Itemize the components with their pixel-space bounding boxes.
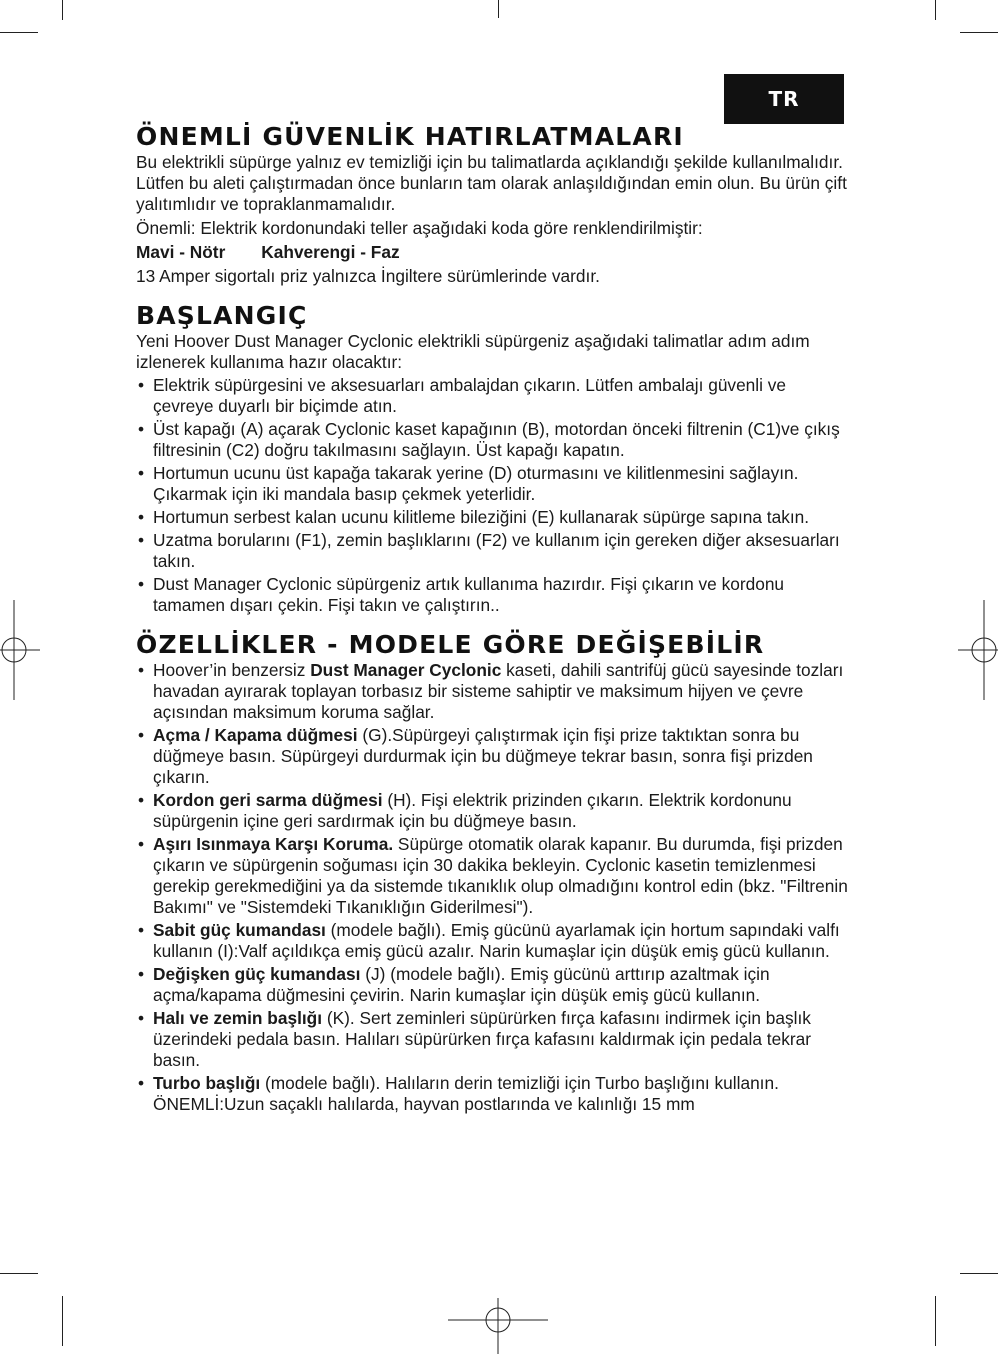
language-tab: TR	[724, 74, 844, 124]
registration-mark-left	[0, 600, 40, 700]
crop-mark-bottom-right-h	[960, 1273, 998, 1274]
feature-text: (modele bağlı). Emiş gücünü ayarlamak için hortum sapındaki valfı kullanın (I):Valf açıldıkça emiş gücü azalır. Narin kumaşlar için düşük emiş gücü kullanın.	[153, 920, 840, 961]
list-item	[136, 660, 848, 723]
crop-mark-top-left-h	[0, 32, 38, 33]
crop-mark-bottom-left-v	[62, 1296, 63, 1346]
features-section	[136, 630, 848, 1115]
list-item: • Üst kapağı (A) açarak Cyclonic kaset kapağının (B), motordan önceki filtrenin (C1)ve çıkış filtresinin (C2) doğru takılmasını sağlayın. Üst kapağı kapatın.	[136, 419, 848, 461]
crop-mark-bottom-right-v	[935, 1296, 936, 1346]
crop-mark-bottom-left-h	[0, 1273, 38, 1274]
start-intro: Yeni Hoover Dust Manager Cyclonic elektrikli süpürgeniz aşağıdaki talimatlar adım adım izlenerek kullanıma hazır olacaktır:	[136, 331, 810, 372]
feature-text: kaseti, dahili santrifüj gücü sayesinde tozları havadan ayırarak toplayan torbasız bir sisteme sahiptir ve maksimum hijyen ve çevre açısından maksimum koruma sağlar.	[153, 660, 844, 722]
feature-name: Dust Manager Cyclonic	[310, 660, 502, 680]
fuse-note: 13 Amper sigortalı priz yalnızca İngiltere sürümlerinde vardır.	[136, 266, 600, 286]
list-item	[136, 964, 848, 1006]
wire-brown: Kahverengi - Faz	[261, 242, 400, 262]
wire-blue: Mavi - Nötr	[136, 242, 226, 262]
feature-name: Halı ve zemin başlığı	[153, 1008, 323, 1028]
feature-name: Sabit güç kumandası	[153, 920, 326, 940]
wire-code	[136, 242, 848, 263]
list-item: • Uzatma borularını (F1), zemin başlıklarını (F2) ve kullanım için gereken diğer aksesuarları takın.	[136, 530, 848, 572]
crop-mark-top-right-h	[960, 32, 998, 33]
list-item	[136, 1008, 848, 1071]
safety-title: ÖNEMLİ GÜVENLİK HATIRLATMALARI	[136, 122, 684, 151]
list-item	[136, 725, 848, 788]
wire-note: Önemli: Elektrik kordonundaki teller aşağıdaki koda göre renklendirilmiştir:	[136, 218, 703, 238]
list-item: • Hortumun serbest kalan ucunu kilitleme bileziğini (E) kullanarak süpürge sapına takın.	[136, 507, 848, 528]
page-content	[136, 122, 848, 1117]
start-title: BAŞLANGIÇ	[136, 301, 308, 330]
feature-name: Değişken güç kumandası	[153, 964, 361, 984]
crop-mark-top-left-v	[62, 0, 63, 20]
feature-name: Kordon geri sarma düğmesi	[153, 790, 383, 810]
feature-text: (G).Süpürgeyi çalıştırmak için fişi prize taktıktan sonra bu düğmeye basın. Süpürgeyi durdurmak için bu düğmeye tekrar basın, sonra fişi prizden çıkarın.	[153, 725, 813, 787]
list-item: • Hortumun ucunu üst kapağa takarak yerine (D) oturmasını ve kilitlenmesini sağlayın. Çıkarmak için iki mandala basıp çekmek yeterlidir.	[136, 463, 848, 505]
registration-mark-bottom	[448, 1298, 548, 1354]
list-item	[136, 790, 848, 832]
feature-text: (J) (modele bağlı). Emiş gücünü arttırıp azaltmak için açma/kapama düğmesini çevirin. Narin kumaşlar için düşük emiş gücü kullanın.	[153, 964, 770, 1005]
list-item	[136, 1073, 848, 1115]
crop-mark-top-right-v	[935, 0, 936, 20]
start-section	[136, 301, 848, 616]
feature-name: Açma / Kapama düğmesi	[153, 725, 358, 745]
feature-text: (H). Fişi elektrik prizinden çıkarın. Elektrik kordonunu süpürgenin içine geri sardırmak için bu düğmeye basın.	[153, 790, 792, 831]
safety-section	[136, 122, 848, 287]
list-item: • Dust Manager Cyclonic süpürgeniz artık kullanıma hazırdır. Fişi çıkarın ve kordonu tamamen dışarı çekin. Fişi takın ve çalıştırın..	[136, 574, 848, 616]
crop-mark-top-center-v	[498, 0, 499, 18]
features-list	[136, 660, 848, 1115]
features-title: ÖZELLİKLER - MODELE GÖRE DEĞİŞEBİLİR	[136, 630, 765, 659]
start-steps	[136, 375, 848, 616]
feature-text: Süpürge otomatik olarak kapanır. Bu durumda, fişi prizden çıkarın ve süpürgenin soğuması için 30 dakika bekleyin. Cyclonic kasetin temizlenmesi gerekip gerekmediğini ya da sistemde tıkanıklık olup olmadığını kontrol edin (bkz. "Filtrenin Bakımı" ve "Sistemdeki Tıkanıklığın Giderilmesi").	[153, 834, 848, 917]
list-item: • Elektrik süpürgesini ve aksesuarları ambalajdan çıkarın. Lütfen ambalajı güvenli ve çevreye duyarlı bir biçimde atın.	[136, 375, 848, 417]
feature-text: (modele bağlı). Halıların derin temizliği için Turbo başlığını kullanın. ÖNEMLİ:Uzun saçaklı halılarda, hayvan postlarında ve kalınlığı 15 mm	[153, 1073, 779, 1114]
feature-name: Turbo başlığı	[153, 1073, 261, 1093]
feature-name: Aşırı Isınmaya Karşı Koruma.	[153, 834, 394, 854]
feature-pre: Hoover’in benzersiz	[153, 660, 311, 680]
safety-intro: Bu elektrikli süpürge yalnız ev temizliği için bu talimatlarda açıklandığı şekilde kullanılmalıdır. Lütfen bu aleti çalıştırmadan önce bunların tam olarak anlaşıldığından emin olun. Bu ürün çift yalıtımlıdır ve topraklanmamalıdır.	[136, 152, 847, 214]
feature-text: (K). Sert zeminleri süpürürken fırça kafasını indirmek için başlık üzerindeki pedala basın. Halıları süpürürken fırça kafasını kaldırmak için pedala tekrar basın.	[153, 1008, 811, 1070]
registration-mark-right	[958, 600, 998, 700]
list-item	[136, 834, 848, 918]
list-item	[136, 920, 848, 962]
